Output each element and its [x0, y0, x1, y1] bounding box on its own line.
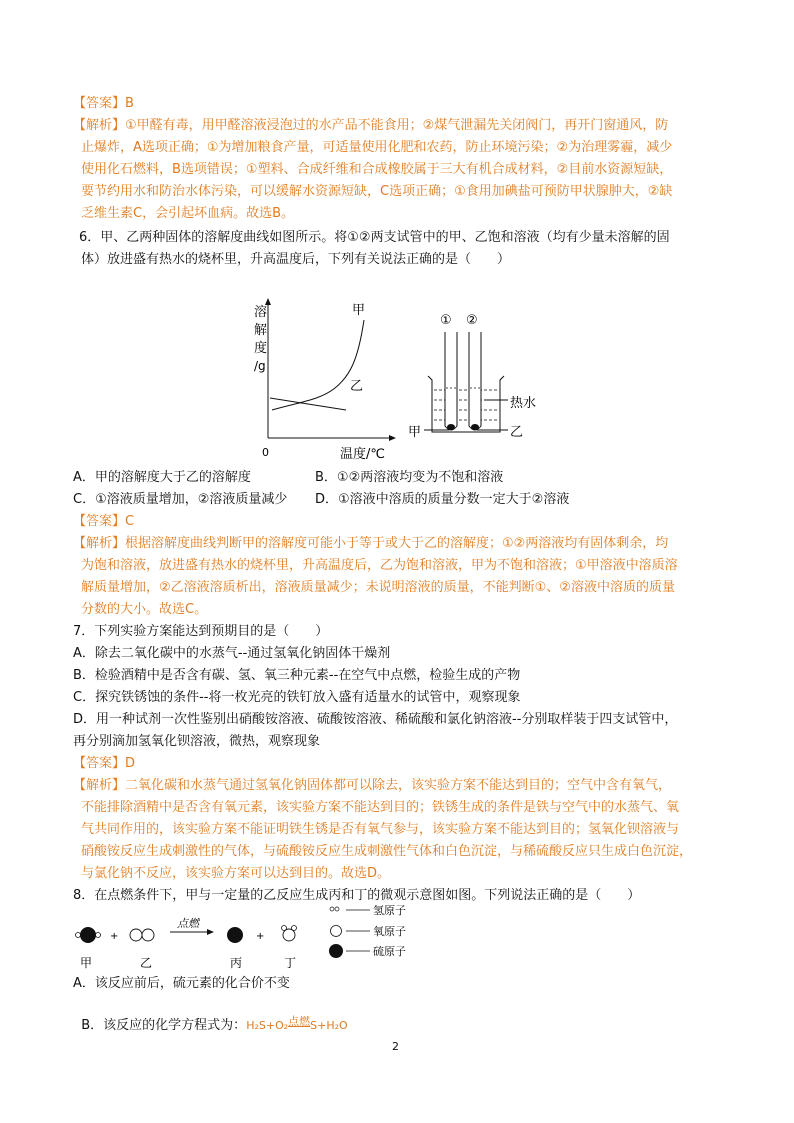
y-axis-label: /g — [254, 359, 266, 373]
label-yi: 乙 — [140, 956, 153, 970]
tube-2-label: ② — [466, 313, 478, 328]
analysis-line: 不能排除酒精中是否含有氧元素，该实验方案不能达到目的；铁锈生成的条件是铁与空气中的水蒸气、氧 — [81, 800, 680, 815]
origin-label: 0 — [262, 446, 269, 459]
option-8b — [73, 999, 348, 1035]
legend-sulfur: 硫原子 — [373, 945, 406, 958]
equation-condition: 点燃 — [288, 1015, 311, 1028]
analysis-line: 要节约用水和防治水体污染，可以缓解水资源短缺，C选项正确；①食用加碘盐可预防甲状腺肿大，②缺 — [81, 184, 673, 199]
hot-water-label: 热水 — [510, 396, 537, 411]
question-7-stem: 7．下列实验方案能达到预期目的是（ ） — [73, 624, 329, 639]
svg-text:+: + — [256, 931, 265, 942]
option-7d: D．用一种试剂一次性鉴别出硝酸铵溶液、硫酸铵溶液、稀硫酸和氯化钠溶液--分别取样装于四支试管中， — [73, 712, 678, 727]
tube-1-label: ① — [440, 313, 452, 328]
analysis-line: 止爆炸，A选项正确；①为增加粮食产量，可适量使用化肥和农药，防止环境污染；②为治理雾霾，减少 — [81, 140, 673, 155]
curve-yi — [270, 398, 346, 410]
option-6b: B．①②两溶液均变为不饱和溶液 — [315, 470, 504, 485]
reaction-figure — [70, 905, 450, 975]
label-ding: 丁 — [284, 956, 297, 970]
x-axis-label: 温度/℃ — [340, 447, 385, 462]
option-6d: D．①溶液中溶质的质量分数一定大于②溶液 — [315, 492, 570, 507]
analysis-line: 硝酸铵反应生成刺激性的气体，与硫酸铵反应生成刺激性气体和白色沉淀，与稀硫酸反应只生成白色沉淀， — [81, 844, 693, 859]
beaker — [428, 376, 504, 432]
analysis-line: 【解析】①甲醛有毒，用甲醛溶液浸泡过的水产品不能食用；②煤气泄漏先关闭阀门，再开门窗通风，防 — [73, 118, 669, 133]
answer-label-q6: 【答案】C — [73, 514, 135, 529]
analysis-line: 使用化石燃料，B选项错误；①塑料、合成纤维和合成橡胶属于三大有机合成材料，②目前水资源短缺， — [81, 162, 673, 177]
option-6c: C．①溶液质量增加，②溶液质量减少 — [73, 492, 288, 507]
analysis-line: 【解析】二氧化碳和水蒸气通过氢氧化钠固体都可以除去，该实验方案不能达到目的；空气中含有氧气， — [73, 778, 672, 793]
label-jia: 甲 — [80, 956, 93, 970]
question-6-stem: 6．甲、乙两种固体的溶解度曲线如图所示。将①②两支试管中的甲、乙饱和溶液（均有少量未溶解的固 — [79, 230, 670, 245]
curve-yi-label: 乙 — [350, 379, 364, 394]
answer-label-q7: 【答案】D — [73, 756, 136, 771]
jia-solid-label: 甲 — [408, 425, 422, 440]
legend-oxygen: 氧原子 — [373, 925, 406, 938]
reaction-condition: 点燃 — [177, 917, 199, 930]
option-7a: A．除去二氧化碳中的水蒸气--通过氢氧化钠固体干燥剂 — [73, 646, 391, 661]
analysis-line: 与氯化钠不反应，该实验方案可以达到目的。故选D。 — [81, 866, 391, 881]
question-8-stem: 8．在点燃条件下，甲与一定量的乙反应生成丙和丁的微观示意图如图。下列说法正确的是（ ） — [73, 888, 641, 903]
yi-solid-label: 乙 — [510, 425, 524, 440]
legend-hydrogen: 氢原子 — [373, 905, 406, 917]
y-axis-label: 溶 — [254, 305, 268, 320]
test-tube-2 — [469, 332, 481, 430]
equation-left: H₂S+O₂ — [246, 1019, 289, 1032]
answer-label-q5: 【答案】B — [73, 96, 134, 111]
option-8a: A．该反应前后，硫元素的化合价不变 — [73, 976, 290, 991]
option-7c: C．探究铁锈蚀的条件--将一枚光亮的铁钉放入盛有适量水的试管中，观察现象 — [73, 690, 521, 705]
analysis-line: 气共同作用的，该实验方案不能证明铁生锈是否有氧气参与，该实验方案不能达到目的；氢氧化钡溶液与 — [81, 822, 680, 837]
option-7d-cont: 再分别滴加氢氧化钡溶液，微热，观察现象 — [73, 734, 321, 749]
label-bing: 丙 — [230, 956, 243, 970]
curve-jia — [272, 320, 364, 410]
analysis-line: 为饱和溶液，放进盛有热水的烧杯里，升高温度后，乙为饱和溶液，甲为不饱和溶液；①甲溶液中溶质溶 — [81, 558, 678, 573]
option-8b-prefix: B．该反应的化学方程式为： — [81, 1018, 247, 1033]
equation-right: S+H₂O — [310, 1019, 348, 1032]
question-6-stem: 体）放进盛有热水的烧杯里，升高温度后，下列有关说法正确的是（ ） — [81, 252, 511, 267]
option-6a: A．甲的溶解度大于乙的溶解度 — [73, 470, 251, 485]
solubility-figure — [240, 290, 550, 465]
analysis-line: 【解析】根据溶解度曲线判断甲的溶解度可能小于等于或大于乙的溶解度；①②两溶液均有固体剩余，均 — [73, 536, 669, 551]
svg-text:+: + — [110, 931, 119, 942]
page-number: 2 — [392, 1040, 399, 1053]
y-axis-label: 解 — [254, 323, 268, 338]
analysis-line: 分数的大小。故选C。 — [81, 602, 208, 617]
y-axis-label: 度 — [254, 341, 268, 356]
analysis-line: 乏维生素C，会引起坏血病。故选B。 — [81, 206, 294, 221]
test-tube-1 — [445, 332, 457, 430]
curve-jia-label: 甲 — [352, 303, 366, 318]
analysis-line: 解质量增加，②乙溶液溶质析出，溶液质量减少；未说明溶液的质量，不能判断①、②溶液中溶质的质量 — [81, 580, 675, 595]
option-7b: B．检验酒精中是否含有碳、氢、氧三种元素--在空气中点燃，检验生成的产物 — [73, 668, 521, 683]
